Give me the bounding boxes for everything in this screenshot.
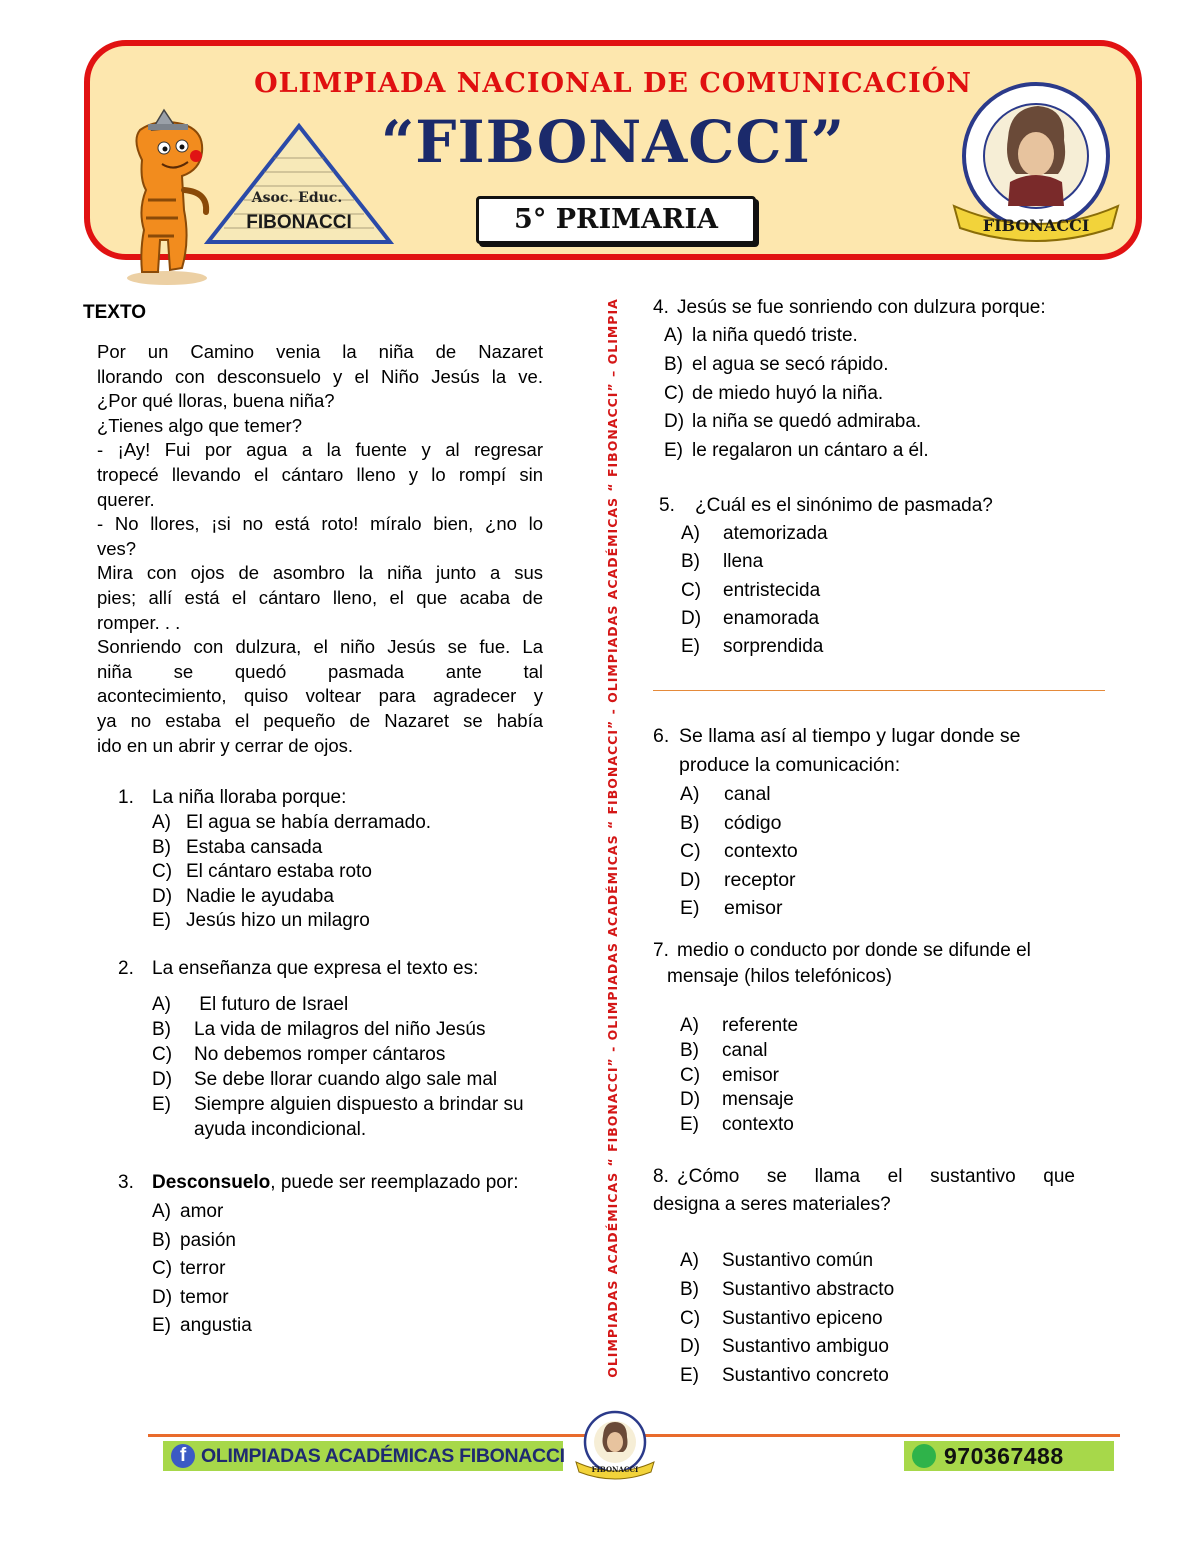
header-title: OLIMPIADA NACIONAL DE COMUNICACIÓN bbox=[254, 68, 972, 99]
option-a[interactable]: A) la niña quedó triste. bbox=[664, 325, 858, 346]
question-stem-keyword: Desconsuelo bbox=[152, 1172, 271, 1193]
story-text bbox=[97, 340, 543, 758]
facebook-link[interactable] bbox=[163, 1441, 563, 1471]
footer-seal-label: FIBONACCI bbox=[591, 1465, 639, 1474]
question-stem: La enseñanza que expresa el texto es: bbox=[152, 958, 479, 979]
question-stem: ¿Cuál es el sinónimo de pasmada? bbox=[695, 495, 993, 516]
story-line: - No llores, ¡si no está roto! míralo bien, ¿no lo bbox=[97, 513, 543, 535]
option-e[interactable]: E) le regalaron un cántaro a él. bbox=[664, 440, 929, 462]
story-line: tropecé llevando el cántaro lleno y lo rompí sin bbox=[97, 463, 543, 485]
option-c[interactable]: C) entristecida bbox=[681, 579, 821, 601]
side-strip bbox=[598, 262, 628, 1414]
question-stem-cont: mensaje (hilos telefónicos) bbox=[667, 966, 892, 987]
whatsapp-contact[interactable] bbox=[904, 1441, 1114, 1471]
option-a[interactable]: A) El agua se había derramado. bbox=[152, 812, 432, 833]
option-c[interactable]: C) de miedo huyó la niña. bbox=[664, 382, 884, 404]
option-c[interactable]: C) contexto bbox=[680, 840, 798, 862]
question-4 bbox=[653, 294, 1113, 466]
option-e[interactable]: E) Sustantivo concreto bbox=[680, 1365, 889, 1387]
option-e[interactable]: E) sorprendida bbox=[681, 636, 824, 658]
option-a[interactable]: A) canal bbox=[680, 783, 771, 805]
header-brand: “FIBONACCI” bbox=[380, 108, 846, 176]
option-d[interactable]: D) Sustantivo ambiguo bbox=[680, 1336, 889, 1358]
question-stem: Jesús se fue sonriendo con dulzura porque: bbox=[677, 297, 1046, 318]
story-line: romper. . . bbox=[97, 611, 181, 633]
option-a[interactable]: A) El futuro de Israel bbox=[152, 994, 349, 1015]
story-line: ya no estaba el pequeño de Nazaret se había bbox=[97, 709, 543, 731]
option-d[interactable]: D) la niña se quedó admiraba. bbox=[664, 411, 922, 433]
whatsapp-icon bbox=[912, 1444, 936, 1468]
question-8 bbox=[653, 1163, 1075, 1391]
story-line: ¿Por qué lloras, buena niña? bbox=[97, 390, 335, 412]
seal-label: FIBONACCI bbox=[982, 216, 1090, 235]
question-number: 6. bbox=[653, 725, 670, 747]
option-a[interactable]: A) amor bbox=[152, 1201, 224, 1222]
option-d[interactable]: D) Nadie le ayudaba bbox=[152, 885, 334, 907]
option-a[interactable]: A) Sustantivo común bbox=[680, 1250, 874, 1271]
question-stem-cont: produce la comunicación: bbox=[679, 754, 901, 776]
story-line: pies; allí está el cántaro lleno, el que acaba de bbox=[97, 586, 543, 608]
story-line: Mira con ojos de asombro la niña junto a sus bbox=[97, 562, 543, 584]
story-line: llorando con desconsuelo y el Niño Jesús la ve. bbox=[97, 365, 543, 387]
option-d[interactable]: D) Se debe llorar cuando algo sale mal bbox=[152, 1069, 498, 1090]
option-b[interactable]: B) canal bbox=[680, 1039, 768, 1061]
story-line: ¿Tienes algo que temer? bbox=[97, 414, 302, 436]
question-2 bbox=[118, 956, 578, 1142]
option-e[interactable]: E) Jesús hizo un milagro bbox=[152, 910, 370, 931]
option-b[interactable]: B) código bbox=[680, 811, 782, 834]
option-d[interactable]: D) enamorada bbox=[681, 607, 820, 629]
section-title: TEXTO bbox=[83, 302, 146, 323]
side-strip-text: OLIMPIADAS ACADÉMICAS “ FIBONACCI” - OLIMPIADAS ACADÉMICAS “ FIBONACCI” - OLIMPIADAS ACADÉMICAS “ FIBONACCI” – OLIMPIA bbox=[605, 298, 620, 1378]
option-b[interactable]: B) La vida de milagros del niño Jesús bbox=[152, 1019, 486, 1040]
question-number: 4. bbox=[653, 297, 669, 318]
facebook-text: OLIMPIADAS ACADÉMICAS FIBONACCI bbox=[201, 1445, 565, 1467]
question-stem: , puede ser reemplazado por: bbox=[270, 1172, 519, 1193]
story-line: Sonriendo con dulzura, el niño Jesús se fue. La bbox=[97, 636, 543, 658]
option-e[interactable]: E) contexto bbox=[680, 1114, 794, 1136]
question-7 bbox=[653, 938, 1113, 1138]
story-line: ves? bbox=[97, 537, 137, 559]
question-number: 3. bbox=[118, 1172, 134, 1193]
question-stem: Se llama así al tiempo y lugar donde se bbox=[679, 725, 1021, 747]
story-line: niña se quedó pasmada ante tal bbox=[97, 660, 543, 682]
question-number: 1. bbox=[118, 787, 134, 808]
option-e[interactable]: E) angustia bbox=[152, 1315, 252, 1336]
option-b[interactable]: B) el agua se secó rápido. bbox=[664, 353, 889, 375]
section-divider bbox=[653, 690, 1105, 691]
option-a[interactable]: A) referente bbox=[680, 1015, 799, 1036]
question-6 bbox=[653, 722, 1113, 923]
phone-number: 970367488 bbox=[944, 1443, 1064, 1469]
grade-badge: 5° PRIMARIA bbox=[476, 196, 756, 244]
facebook-icon: f bbox=[171, 1444, 195, 1468]
option-d[interactable]: D) receptor bbox=[680, 868, 796, 891]
option-e[interactable]: E) Siempre alguien dispuesto a brindar su ayuda incondicional. bbox=[152, 1094, 524, 1140]
option-c[interactable]: C) No debemos romper cántaros bbox=[152, 1044, 446, 1065]
question-1 bbox=[118, 785, 568, 934]
logo-line-2: FIBONACCI bbox=[246, 212, 352, 233]
question-5 bbox=[659, 492, 1109, 661]
option-c[interactable]: C) emisor bbox=[680, 1064, 780, 1086]
question-stem: ¿Cómo se llama el sustantivo que bbox=[677, 1166, 1075, 1187]
question-number: 7. bbox=[653, 940, 669, 961]
question-stem: La niña lloraba porque: bbox=[152, 787, 347, 808]
option-c[interactable]: C) terror bbox=[152, 1258, 226, 1279]
option-b[interactable]: B) Estaba cansada bbox=[152, 836, 323, 858]
question-stem-cont: designa a seres materiales? bbox=[653, 1194, 891, 1215]
logo-line-1: Asoc. Educ. bbox=[251, 190, 343, 206]
story-line: - ¡Ay! Fui por agua a la fuente y al regresar bbox=[97, 439, 543, 461]
story-line: Por un Camino venia la niña de Nazaret bbox=[97, 341, 543, 362]
option-d[interactable]: D) mensaje bbox=[680, 1089, 794, 1111]
option-d[interactable]: D) temor bbox=[152, 1286, 229, 1308]
story-line: acontecimiento, quiso voltear para agradecer y bbox=[97, 685, 543, 707]
option-b[interactable]: B) pasión bbox=[152, 1229, 236, 1251]
option-c[interactable]: C) Sustantivo epiceno bbox=[680, 1307, 883, 1329]
question-number: 8. bbox=[653, 1166, 669, 1187]
option-e[interactable]: E) emisor bbox=[680, 897, 783, 919]
option-b[interactable]: B) Sustantivo abstracto bbox=[680, 1278, 895, 1300]
question-3 bbox=[118, 1170, 588, 1341]
question-stem: medio o conducto por donde se difunde el bbox=[677, 940, 1031, 961]
story-line: querer. bbox=[97, 488, 155, 510]
option-b[interactable]: B) llena bbox=[681, 551, 764, 573]
question-number: 2. bbox=[118, 958, 134, 979]
option-c[interactable]: C) El cántaro estaba roto bbox=[152, 861, 372, 882]
question-number: 5. bbox=[659, 495, 675, 516]
option-a[interactable]: A) atemorizada bbox=[681, 523, 828, 544]
story-line: ido en un abrir y cerrar de ojos. bbox=[97, 734, 354, 756]
